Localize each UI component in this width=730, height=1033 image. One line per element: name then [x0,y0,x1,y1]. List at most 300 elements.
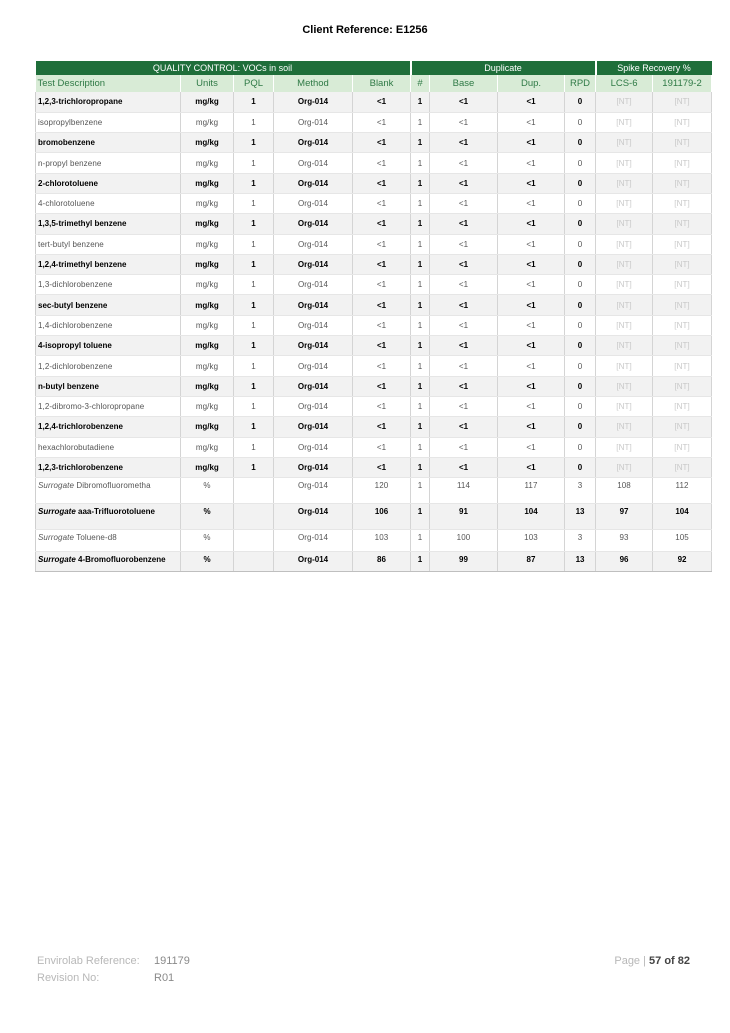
cell-dup: 104 [498,504,565,530]
cell-dup: <1 [498,336,565,356]
cell-base: <1 [430,234,498,254]
cell-pql [234,478,274,504]
cell-blank: <1 [353,173,411,193]
cell-blank: <1 [353,92,411,112]
envirolab-ref-value: 191179 [154,955,190,967]
table-row [36,356,712,376]
cell-pql: 1 [234,275,274,295]
cell-description: 1,2-dichlorobenzene [36,356,181,376]
cell-method: Org-014 [274,396,353,416]
cell-lcs: [NT] [596,437,653,457]
cell-base: <1 [430,376,498,396]
table-row [36,457,712,477]
cell-description: 1,4-dichlorobenzene [36,315,181,335]
table-row [36,173,712,193]
cell-pql: 1 [234,214,274,234]
cell-description: 1,2-dibromo-3-chloropropane [36,396,181,416]
cell-dup: 103 [498,530,565,552]
cell-pql: 1 [234,295,274,315]
cell-blank: <1 [353,133,411,153]
cell-pql: 1 [234,437,274,457]
cell-spike: [NT] [653,254,712,274]
cell-blank: <1 [353,234,411,254]
cell-spike: [NT] [653,457,712,477]
cell-method: Org-014 [274,254,353,274]
surrogate-prefix: Surrogate [38,555,76,565]
cell-spike: [NT] [653,153,712,173]
footer-references [37,953,190,987]
cell-spike: [NT] [653,112,712,132]
table-row [36,92,712,112]
col-blank: Blank [353,75,411,92]
cell-lcs: [NT] [596,254,653,274]
cell-units: % [181,552,234,572]
cell-base: <1 [430,92,498,112]
cell-units: mg/kg [181,214,234,234]
cell-pql [234,504,274,530]
cell-units: mg/kg [181,336,234,356]
cell-number: 1 [411,275,430,295]
cell-lcs: [NT] [596,275,653,295]
cell-units: mg/kg [181,133,234,153]
col-units: Units [181,75,234,92]
table-row [36,396,712,416]
cell-base: <1 [430,315,498,335]
table-row [36,336,712,356]
cell-spike: [NT] [653,315,712,335]
cell-number: 1 [411,173,430,193]
cell-base: <1 [430,254,498,274]
table-row [36,153,712,173]
cell-units: mg/kg [181,173,234,193]
cell-description: hexachlorobutadiene [36,437,181,457]
cell-lcs: [NT] [596,295,653,315]
cell-rpd: 0 [565,254,596,274]
table-row [36,234,712,254]
cell-lcs: [NT] [596,417,653,437]
cell-rpd: 0 [565,214,596,234]
cell-rpd: 13 [565,552,596,572]
table-row [36,214,712,234]
cell-spike: 112 [653,478,712,504]
cell-lcs: [NT] [596,396,653,416]
cell-description: sec-butyl benzene [36,295,181,315]
cell-base: 91 [430,504,498,530]
cell-base: <1 [430,133,498,153]
cell-pql: 1 [234,234,274,254]
cell-lcs: [NT] [596,457,653,477]
cell-blank: <1 [353,295,411,315]
cell-units: mg/kg [181,112,234,132]
cell-blank: <1 [353,437,411,457]
cell-lcs: [NT] [596,193,653,213]
cell-number: 1 [411,396,430,416]
cell-number: 1 [411,356,430,376]
cell-spike: [NT] [653,396,712,416]
cell-spike: [NT] [653,275,712,295]
cell-spike: [NT] [653,133,712,153]
cell-method: Org-014 [274,478,353,504]
cell-pql: 1 [234,315,274,335]
cell-blank: 106 [353,504,411,530]
cell-rpd: 13 [565,504,596,530]
col-spike-sample: 191179-2 [653,75,712,92]
cell-dup: <1 [498,254,565,274]
surrogate-row [36,552,712,572]
cell-rpd: 0 [565,234,596,254]
cell-method: Org-014 [274,417,353,437]
cell-dup: <1 [498,92,565,112]
cell-blank: <1 [353,254,411,274]
cell-blank: 103 [353,530,411,552]
cell-spike: [NT] [653,214,712,234]
cell-method: Org-014 [274,193,353,213]
cell-number: 1 [411,504,430,530]
table-row [36,437,712,457]
cell-method: Org-014 [274,552,353,572]
cell-lcs: [NT] [596,153,653,173]
cell-dup: <1 [498,275,565,295]
cell-units: mg/kg [181,234,234,254]
cell-base: <1 [430,437,498,457]
cell-number: 1 [411,437,430,457]
table-row [36,254,712,274]
cell-lcs: [NT] [596,133,653,153]
cell-pql [234,552,274,572]
revision-label: Revision No: [37,972,100,984]
cell-base: 114 [430,478,498,504]
cell-pql: 1 [234,92,274,112]
cell-number: 1 [411,417,430,437]
cell-spike: [NT] [653,417,712,437]
cell-dup: <1 [498,214,565,234]
cell-method: Org-014 [274,356,353,376]
cell-units: mg/kg [181,254,234,274]
cell-blank: <1 [353,376,411,396]
cell-pql: 1 [234,336,274,356]
col-test-description: Test Description [36,75,181,92]
cell-blank: <1 [353,356,411,376]
cell-dup: <1 [498,295,565,315]
column-header-row [36,75,712,92]
cell-description: bromobenzene [36,133,181,153]
cell-pql: 1 [234,396,274,416]
cell-number: 1 [411,92,430,112]
cell-rpd: 0 [565,356,596,376]
surrogate-prefix: Surrogate [38,507,76,517]
col-dup: Dup. [498,75,565,92]
cell-description: n-butyl benzene [36,376,181,396]
cell-rpd: 0 [565,173,596,193]
cell-dup: <1 [498,173,565,193]
cell-pql: 1 [234,112,274,132]
cell-lcs: 96 [596,552,653,572]
cell-rpd: 0 [565,92,596,112]
cell-method: Org-014 [274,275,353,295]
cell-rpd: 0 [565,336,596,356]
cell-lcs: 108 [596,478,653,504]
cell-method: Org-014 [274,315,353,335]
cell-method: Org-014 [274,295,353,315]
cell-description [36,478,181,504]
table-row [36,133,712,153]
cell-description: 1,2,3-trichlorobenzene [36,457,181,477]
cell-units: mg/kg [181,295,234,315]
cell-blank: <1 [353,417,411,437]
cell-lcs: [NT] [596,173,653,193]
cell-spike: [NT] [653,193,712,213]
cell-description: 2-chlorotoluene [36,173,181,193]
cell-units: % [181,478,234,504]
cell-spike: [NT] [653,437,712,457]
cell-spike: 104 [653,504,712,530]
cell-method: Org-014 [274,376,353,396]
cell-description: tert-butyl benzene [36,234,181,254]
cell-rpd: 0 [565,315,596,335]
col-base: Base [430,75,498,92]
cell-description: 1,2,4-trimethyl benzene [36,254,181,274]
cell-units: mg/kg [181,193,234,213]
table-row [36,275,712,295]
cell-units: % [181,530,234,552]
cell-dup: <1 [498,193,565,213]
cell-dup: <1 [498,153,565,173]
cell-description: 1,2,3-trichloropropane [36,92,181,112]
cell-units: mg/kg [181,315,234,335]
cell-lcs: 93 [596,530,653,552]
cell-spike: [NT] [653,234,712,254]
cell-base: <1 [430,153,498,173]
cell-lcs: 97 [596,504,653,530]
cell-base: <1 [430,295,498,315]
page-number [614,955,690,967]
cell-method: Org-014 [274,92,353,112]
group-header-qc: QUALITY CONTROL: VOCs in soil [36,61,411,75]
cell-units: mg/kg [181,457,234,477]
cell-pql: 1 [234,153,274,173]
group-header-spike: Spike Recovery % [596,61,712,75]
cell-number: 1 [411,315,430,335]
cell-dup: <1 [498,437,565,457]
cell-base: 100 [430,530,498,552]
cell-dup: <1 [498,133,565,153]
surrogate-name: Dibromofluorometha [76,481,151,491]
cell-blank: 120 [353,478,411,504]
cell-number: 1 [411,193,430,213]
cell-spike: 105 [653,530,712,552]
cell-lcs: [NT] [596,92,653,112]
cell-lcs: [NT] [596,336,653,356]
cell-spike: [NT] [653,356,712,376]
cell-dup: <1 [498,457,565,477]
cell-spike: [NT] [653,295,712,315]
cell-units: mg/kg [181,376,234,396]
cell-number: 1 [411,295,430,315]
cell-units: % [181,504,234,530]
table-row [36,193,712,213]
cell-pql [234,530,274,552]
cell-number: 1 [411,112,430,132]
cell-lcs: [NT] [596,234,653,254]
cell-blank: <1 [353,153,411,173]
cell-description: n-propyl benzene [36,153,181,173]
cell-dup: <1 [498,315,565,335]
cell-description [36,552,181,572]
cell-units: mg/kg [181,92,234,112]
cell-units: mg/kg [181,437,234,457]
cell-rpd: 0 [565,295,596,315]
cell-number: 1 [411,133,430,153]
client-reference: Client Reference: E1256 [302,24,428,36]
cell-blank: <1 [353,193,411,213]
cell-method: Org-014 [274,504,353,530]
cell-description: 1,3,5-trimethyl benzene [36,214,181,234]
cell-blank: <1 [353,275,411,295]
cell-method: Org-014 [274,336,353,356]
cell-units: mg/kg [181,275,234,295]
group-header-duplicate: Duplicate [411,61,596,75]
cell-description [36,530,181,552]
cell-units: mg/kg [181,396,234,416]
surrogate-name: 4-Bromofluorobenzene [78,555,166,565]
cell-dup: <1 [498,396,565,416]
surrogate-prefix: Surrogate [38,533,75,543]
table-row [36,417,712,437]
surrogate-name: aaa-Trifluorotoluene [78,507,155,517]
cell-units: mg/kg [181,417,234,437]
cell-method: Org-014 [274,214,353,234]
cell-rpd: 3 [565,478,596,504]
cell-blank: <1 [353,315,411,335]
cell-lcs: [NT] [596,376,653,396]
cell-pql: 1 [234,193,274,213]
cell-base: <1 [430,173,498,193]
cell-description [36,504,181,530]
cell-lcs: [NT] [596,214,653,234]
cell-dup: <1 [498,376,565,396]
cell-dup: 87 [498,552,565,572]
surrogate-row [36,478,712,504]
cell-method: Org-014 [274,133,353,153]
cell-spike: [NT] [653,336,712,356]
cell-description: isopropylbenzene [36,112,181,132]
cell-rpd: 0 [565,193,596,213]
cell-number: 1 [411,336,430,356]
cell-base: <1 [430,356,498,376]
cell-base: <1 [430,417,498,437]
envirolab-ref-label: Envirolab Reference: [37,955,140,967]
cell-spike: [NT] [653,376,712,396]
cell-description: 4-chlorotoluene [36,193,181,213]
table-body [36,92,712,572]
cell-blank: <1 [353,214,411,234]
cell-rpd: 0 [565,275,596,295]
cell-blank: 86 [353,552,411,572]
cell-lcs: [NT] [596,112,653,132]
cell-rpd: 3 [565,530,596,552]
cell-spike: [NT] [653,92,712,112]
cell-number: 1 [411,552,430,572]
cell-number: 1 [411,530,430,552]
cell-blank: <1 [353,396,411,416]
table-row [36,376,712,396]
cell-rpd: 0 [565,417,596,437]
cell-dup: <1 [498,234,565,254]
cell-method: Org-014 [274,530,353,552]
cell-pql: 1 [234,133,274,153]
surrogate-name: Toluene-d8 [76,533,117,543]
cell-number: 1 [411,153,430,173]
cell-rpd: 0 [565,112,596,132]
cell-blank: <1 [353,336,411,356]
cell-dup: <1 [498,417,565,437]
qc-table [35,61,712,572]
cell-base: <1 [430,336,498,356]
cell-blank: <1 [353,457,411,477]
cell-method: Org-014 [274,153,353,173]
cell-blank: <1 [353,112,411,132]
cell-description: 4-isopropyl toluene [36,336,181,356]
cell-base: <1 [430,457,498,477]
cell-method: Org-014 [274,457,353,477]
cell-spike: [NT] [653,173,712,193]
cell-rpd: 0 [565,376,596,396]
cell-pql: 1 [234,254,274,274]
cell-rpd: 0 [565,396,596,416]
col-lcs: LCS-6 [596,75,653,92]
cell-method: Org-014 [274,234,353,254]
cell-pql: 1 [234,173,274,193]
col-rpd: RPD [565,75,596,92]
table-row [36,295,712,315]
cell-number: 1 [411,376,430,396]
cell-number: 1 [411,457,430,477]
surrogate-row [36,530,712,552]
cell-description: 1,3-dichlorobenzene [36,275,181,295]
cell-pql: 1 [234,356,274,376]
cell-rpd: 0 [565,153,596,173]
surrogate-row [36,504,712,530]
cell-base: 99 [430,552,498,572]
cell-number: 1 [411,478,430,504]
cell-rpd: 0 [565,437,596,457]
cell-units: mg/kg [181,153,234,173]
cell-dup: <1 [498,356,565,376]
cell-rpd: 0 [565,457,596,477]
cell-lcs: [NT] [596,356,653,376]
revision-value: R01 [154,972,175,984]
group-header-row [36,61,712,75]
col-method: Method [274,75,353,92]
cell-method: Org-014 [274,173,353,193]
cell-lcs: [NT] [596,315,653,335]
cell-pql: 1 [234,457,274,477]
cell-rpd: 0 [565,133,596,153]
cell-number: 1 [411,254,430,274]
table-row [36,112,712,132]
cell-number: 1 [411,214,430,234]
page-value: 57 of 82 [649,955,690,967]
cell-dup: <1 [498,112,565,132]
cell-base: <1 [430,396,498,416]
cell-pql: 1 [234,417,274,437]
cell-spike: 92 [653,552,712,572]
cell-method: Org-014 [274,112,353,132]
page-label: Page | [614,955,646,967]
cell-dup: 117 [498,478,565,504]
cell-base: <1 [430,214,498,234]
cell-pql: 1 [234,376,274,396]
